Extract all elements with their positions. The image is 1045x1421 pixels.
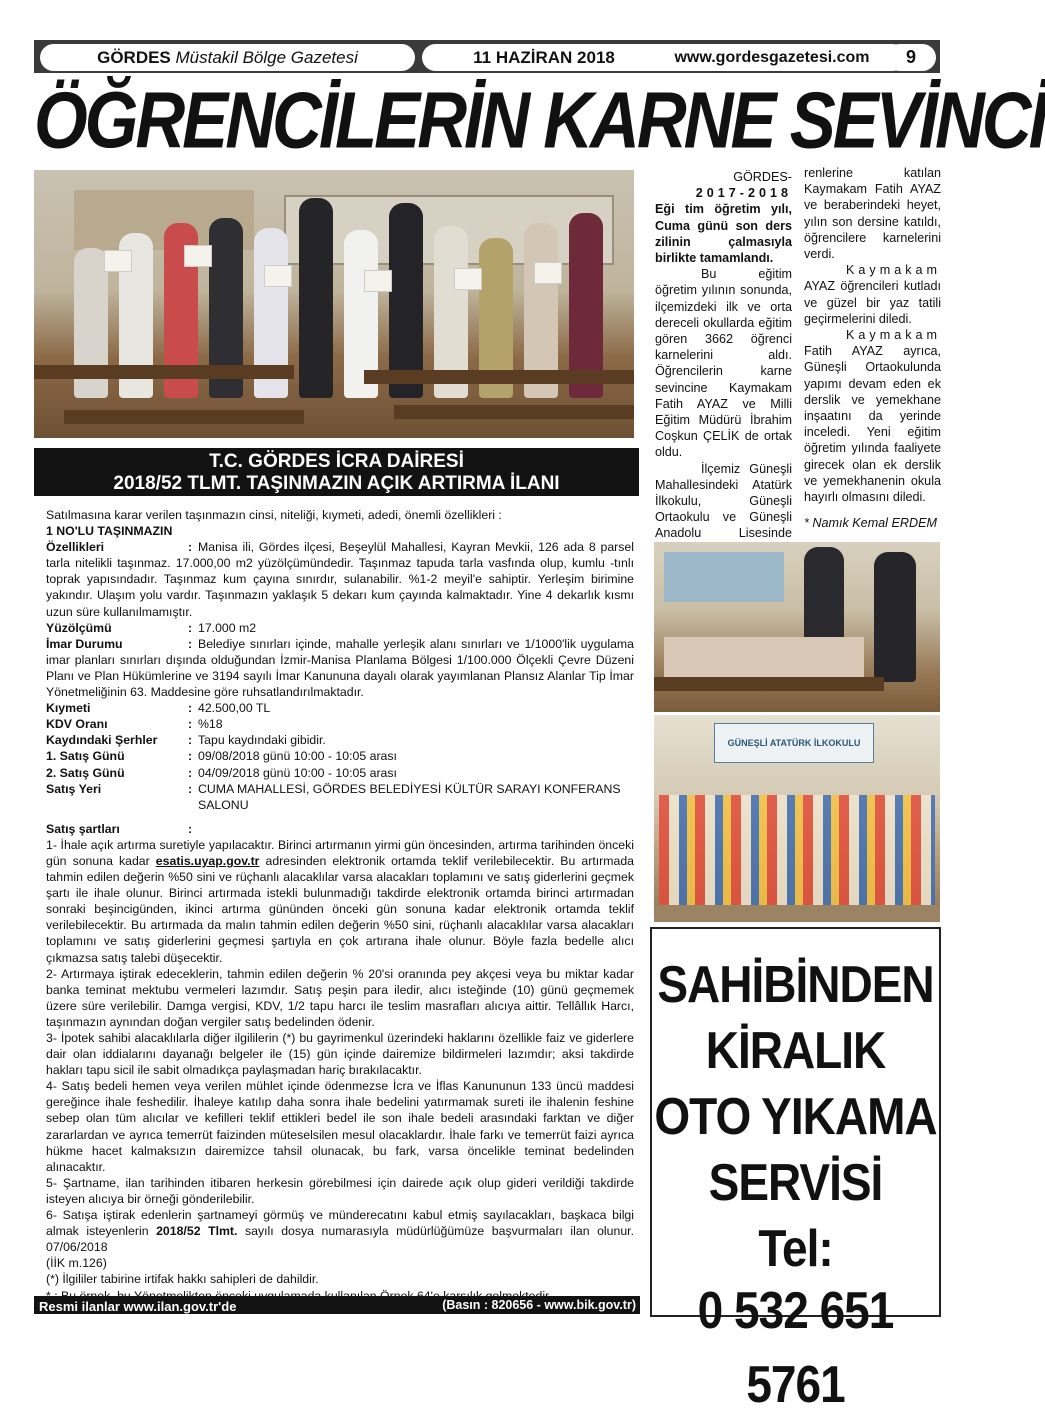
ad-phone[interactable]: 0 532 651 5761 xyxy=(697,1280,894,1414)
paper-subtitle: Müstakil Bölge Gazetesi xyxy=(175,47,358,67)
field-colon: : xyxy=(188,701,193,716)
field-satis-yeri xyxy=(46,781,634,813)
field-label: 1. Satış Günü xyxy=(46,749,125,764)
article-column-right xyxy=(804,165,941,531)
icra-title-line2: 2018/52 TLMT. TAŞINMAZIN AÇIK ARTIRMA İLANI xyxy=(113,473,560,494)
field-value: 42.500,00 TL xyxy=(198,701,271,716)
field-label: 2. Satış Günü xyxy=(46,765,125,780)
official-figure xyxy=(299,198,333,398)
law-reference: (İİK m.126) xyxy=(46,1256,107,1271)
official-figure xyxy=(874,552,916,682)
issue-date: 11 HAZİRAN 2018 xyxy=(422,44,666,71)
field-colon: : xyxy=(188,540,193,555)
icra-title-box xyxy=(34,448,639,496)
dateline: GÖRDES- xyxy=(733,170,792,184)
article-lead: Eği tim öğretim yılı, Cuma günü son ders zilinin çalmasıyla birlikte tamamlandı. xyxy=(655,202,792,266)
rental-ad xyxy=(650,927,941,1414)
article-paragraph: Kaymakam xyxy=(846,328,941,343)
field-sartlar xyxy=(46,821,634,837)
headline: ÖĞRENCİLERİN KARNE SEVİNCİ xyxy=(34,76,1045,165)
page-header xyxy=(34,40,940,73)
classroom-photo xyxy=(34,170,634,438)
report-card xyxy=(454,268,482,290)
report-card xyxy=(264,265,292,287)
field-value: %18 xyxy=(198,717,223,732)
schoolyard-ground xyxy=(654,905,940,922)
desk xyxy=(364,370,634,384)
students-seated xyxy=(664,637,864,677)
field-value: 09/08/2018 günü 10:00 - 10:05 arası xyxy=(198,749,397,764)
field-value: Manisa ili, Gördes ilçesi, Beşeylül Mahallesi, Kayran Mevkii, 126 ada 8 parsel tarla nitelikli taşınmaz. 17.000,00 m2 yüzölçümündedir. Taşınmaz tapuda tarla vasfında olup, kumlu -tınlı toprak yapısındadır. Taşınmaz kum çayına sınırdır, sulanabilir. %1-2 meyil'e sahiptir. Yerleşim birimine yakındır. Ulaşım yolu vardır. Taşınmazın yaklaşık 5 dekarı kum çayında kalmaktadır. Yine 4 dekarlık kısmı uzun süre kullanılmamıştır. xyxy=(46,540,634,619)
field-value: CUMA MAHALLESİ, GÖRDES BELEDİYESİ KÜLTÜR SARAYI KONFERANS SALONU xyxy=(198,781,621,812)
desk xyxy=(34,365,294,379)
article-column-middle xyxy=(655,169,792,558)
ad-line: Tel: xyxy=(758,1218,833,1278)
condition-3: 3- İpotek sahibi alacaklılarla diğer ilgililerin (*) bu gayrimenkul üzerindeki haklarını özellikle faiz ve giderlere dair olan iddialarını dayanağı belgeler ile (15) gün içinde dairemize bildirmeleri lazımdır; aksi takdirde hakları tapu sicil ile sabit olmadıkça paylaşmadan hariç bırakılacaktır. xyxy=(46,1031,634,1078)
press-code: (Basın : 820656 - www.bik.gov.tr) xyxy=(442,1298,636,1312)
desk xyxy=(394,405,634,419)
icra-title-line1: T.C. GÖRDES İCRA DAİRESİ xyxy=(209,451,464,472)
field-label: Kıymeti xyxy=(46,701,91,716)
official-figure xyxy=(389,203,423,398)
page-number: 9 xyxy=(886,44,936,71)
condition-2: 2- Artırmaya iştirak edeceklerin, tahmin edilen değerin % 20'si oranında pey akçesi veya bu miktar kadar banka teminat mektubu vermeleri lazımdır. Satış peşin para iledir, alıcı isteğinde (10) günü geçmemek üzere süre verilebilir. Damga vergisi, KDV, 1/2 tapu harcı ile teslim masrafları alıcıya aittir. Tellâllık Harcı, taşınmazın aynından doğan vergiler satış bedelinden ödenir. xyxy=(46,966,634,1029)
field-colon: : xyxy=(188,636,193,651)
paper-name xyxy=(40,44,415,71)
field-label: Yüzölçümü xyxy=(46,620,112,635)
ad-line: OTO YIKAMA xyxy=(654,1086,937,1146)
desk xyxy=(64,410,304,424)
field-kiymeti xyxy=(46,700,634,716)
report-card xyxy=(184,245,212,267)
field-colon: : xyxy=(188,781,193,796)
field-colon: : xyxy=(188,765,193,780)
school-sign: GÜNEŞLİ ATATÜRK İLKOKULU xyxy=(714,723,874,763)
classroom-visit-photo xyxy=(654,542,940,712)
author-signature: * Namık Kemal ERDEM xyxy=(804,516,937,531)
field-value: Tapu kaydındaki gibidir. xyxy=(198,733,326,748)
field-label: İmar Durumu xyxy=(46,636,123,651)
field-value: 04/09/2018 günü 10:00 - 10:05 arası xyxy=(198,765,397,780)
school-group-photo xyxy=(654,715,940,922)
desk xyxy=(654,677,884,691)
condition-text: 1- İhale açık artırma suretiyle yapılacaktır. Birinci artırmanın yirmi gün öncesinden, artırma tarihinden önceki gün sonuna kadar xyxy=(46,837,634,868)
footnote: (*) İlgililer tabirine irtifak hakkı sahipleri de dahildir. xyxy=(46,1272,319,1287)
condition-6 xyxy=(46,1207,634,1255)
notice-item-title: 1 NO'LU TAŞINMAZIN xyxy=(46,524,173,539)
notice-footer xyxy=(34,1296,640,1314)
article-paragraph: Kaymakam xyxy=(846,263,941,278)
field-colon: : xyxy=(188,733,193,748)
article-paragraph: İlçemiz Güneşli Mahallesindeki Atatürk İlkokulu, Güneşli Ortaokulu ve Güneşli Anadolu Lisesinde xyxy=(655,461,792,541)
file-number: 2018/52 Tlmt. xyxy=(156,1224,238,1239)
field-label: KDV Oranı xyxy=(46,717,108,732)
field-value: Belediye sınırları içinde, mahalle yerleşik alanı sınırları ve 1/1000'lik uygulama imar planları sınırları dışında olduğundan İzmir-Manisa Planlama Bölgesi 1/100.000 Ölçekli Çevre Düzeni Planı ve Plan Hükümlerine ve 3194 sayılı İmar Kanununa dayalı olarak yayımlanan Plansız Alanlar Tip İmar Yönetmeliğinin 63. Maddesine göre ruhsatlandırılmaktadır. xyxy=(46,636,634,700)
condition-1 xyxy=(46,837,634,966)
field-label: Satış Yeri xyxy=(46,781,102,796)
condition-5: 5- Şartname, ilan tarihinden itibaren herkesin görebilmesi için dairede açık olup gideri verildiği takdirde isteyen alıcıya bir örneği gönderilebilir. xyxy=(46,1175,634,1206)
field-satis-1 xyxy=(46,748,634,764)
article-paragraph: renlerine katılan Kaymakam Fatih AYAZ ve beraberindeki heyet, yılın son dersine katıldı, öğrencilere karnelerini verdi. xyxy=(804,166,941,262)
article-paragraph: Fatih AYAZ ayrıca, Güneşli Ortaokulunda yapımı devam eden ek derslik ve yemekhane inşaatını da yerinde inceledi. Yeni eğitim öğretim yılında faaliyete girecek olan ek derslik ve yemekhanenin okula hayırlı olmasını diledi. xyxy=(804,344,941,505)
field-label: Kaydındaki Şerhler xyxy=(46,733,158,748)
ad-line: SERVİSİ xyxy=(708,1152,883,1212)
field-colon: : xyxy=(188,620,193,635)
article-paragraph: Bu eğitim öğretim yılının sonunda, ilçemizdeki ilk ve orta dereceli okullarda eğitim gören 3662 öğrenci karnelerini aldı. Öğrencilerin karne sevincine Kaymakam Fatih AYAZ ve Milli Eğitim Müdürü İbrahim Coşkun ÇELİK de ortak oldu. xyxy=(655,267,792,460)
article-paragraph: AYAZ öğrencileri kutladı ve güzel bir yaz tatili geçirmelerini diledi. xyxy=(804,279,941,326)
students-with-report-cards xyxy=(659,795,935,905)
condition-4: 4- Satış bedeli hemen veya verilen mühlet içinde ödenmezse İcra ve İflas Kanununun 133 üncü maddesi gereğince ihale feshedilir. İhaleye katılıp daha sonra ihale bedelini yatırmamak sureti ile ihalenin feshine sebep olan tüm alıcılar ve kefilleri teklif ettikleri bedel ile son ihale bedeli arasındaki farktan ve diğer zararlardan ve ayrıca temerrüt faizinden müteselsilen mesul olacaklardır. İhale farkı ve temerrüt faizi ayrıca hükme hacet kalmaksızın dairemizce tahsil olunacak, bu fark, varsa öncelikle teminat bedelinden alınacaktır. xyxy=(46,1079,634,1174)
field-label: Satış şartları xyxy=(46,821,120,836)
field-yuzolcumu xyxy=(46,620,634,636)
ad-line: KİRALIK xyxy=(705,1020,886,1080)
ilan-site-link[interactable]: Resmi ilanlar www.ilan.gov.tr'de xyxy=(39,1299,237,1314)
ad-line: SAHİBİNDEN xyxy=(657,954,934,1014)
school-year: 2017-2018 xyxy=(695,186,792,201)
report-card xyxy=(104,250,132,272)
condition-text: adresinden elektronik ortamda teklif verilebilecektir. Bu artırmada tahmin edilen değerin %50 sini ve rüçhanlı alacaklılar varsa alacakları toplamını ve satış giderlerini geçmek şartı ile ihale olunur. Birinci artırmada istekli bulunmadığı takdirde elektronik ortamda birinci artırmadan sonraki beşincigünden, ikinci artırma gününden önceki gün sonuna kadar elektronik ortamda teklif verilebilecektir. Bu artırmada da malın tahmin edilen değerin %50 sini, rüçhanlı alacaklılar varsa alacakları toplamını ve satış giderlerini geçmesi şartıyla en çok artırana ihale olunur. Böyle fazla bedelle alıcı çıkmazsa satış talebi düşecektir. xyxy=(46,853,635,965)
field-value: 17.000 m2 xyxy=(198,620,257,635)
field-label: Özellikleri xyxy=(46,540,105,555)
field-colon: : xyxy=(188,717,193,732)
wall-board xyxy=(664,552,784,602)
field-kdv xyxy=(46,716,634,732)
notice-intro: Satılmasına karar verilen taşınmazın cinsi, niteliği, kıymeti, adedi, önemli özellikleri : xyxy=(46,508,502,522)
condition-text: 6- Satışa iştirak edenlerin şartnameyi görmüş ve münderecatını kabul etmiş sayılacakları, başkaca bilgi almak isteyenlerin xyxy=(46,1208,634,1239)
field-serhler xyxy=(46,732,634,748)
report-card xyxy=(534,262,562,284)
field-satis-2 xyxy=(46,765,634,781)
report-card xyxy=(364,270,392,292)
field-colon: : xyxy=(188,821,193,836)
icra-notice xyxy=(46,507,634,1304)
field-colon: : xyxy=(188,749,193,764)
esatis-link[interactable]: esatis.uyap.gov.tr xyxy=(155,853,260,868)
website-link[interactable]: www.gordesgazetesi.com xyxy=(638,44,906,71)
condition-text: sayılı dosya numarasıyla müdürlüğümüze başvurmaları ilan olunur. 07/06/2018 xyxy=(46,1224,634,1255)
paper-name-text: GÖRDES xyxy=(97,47,171,67)
